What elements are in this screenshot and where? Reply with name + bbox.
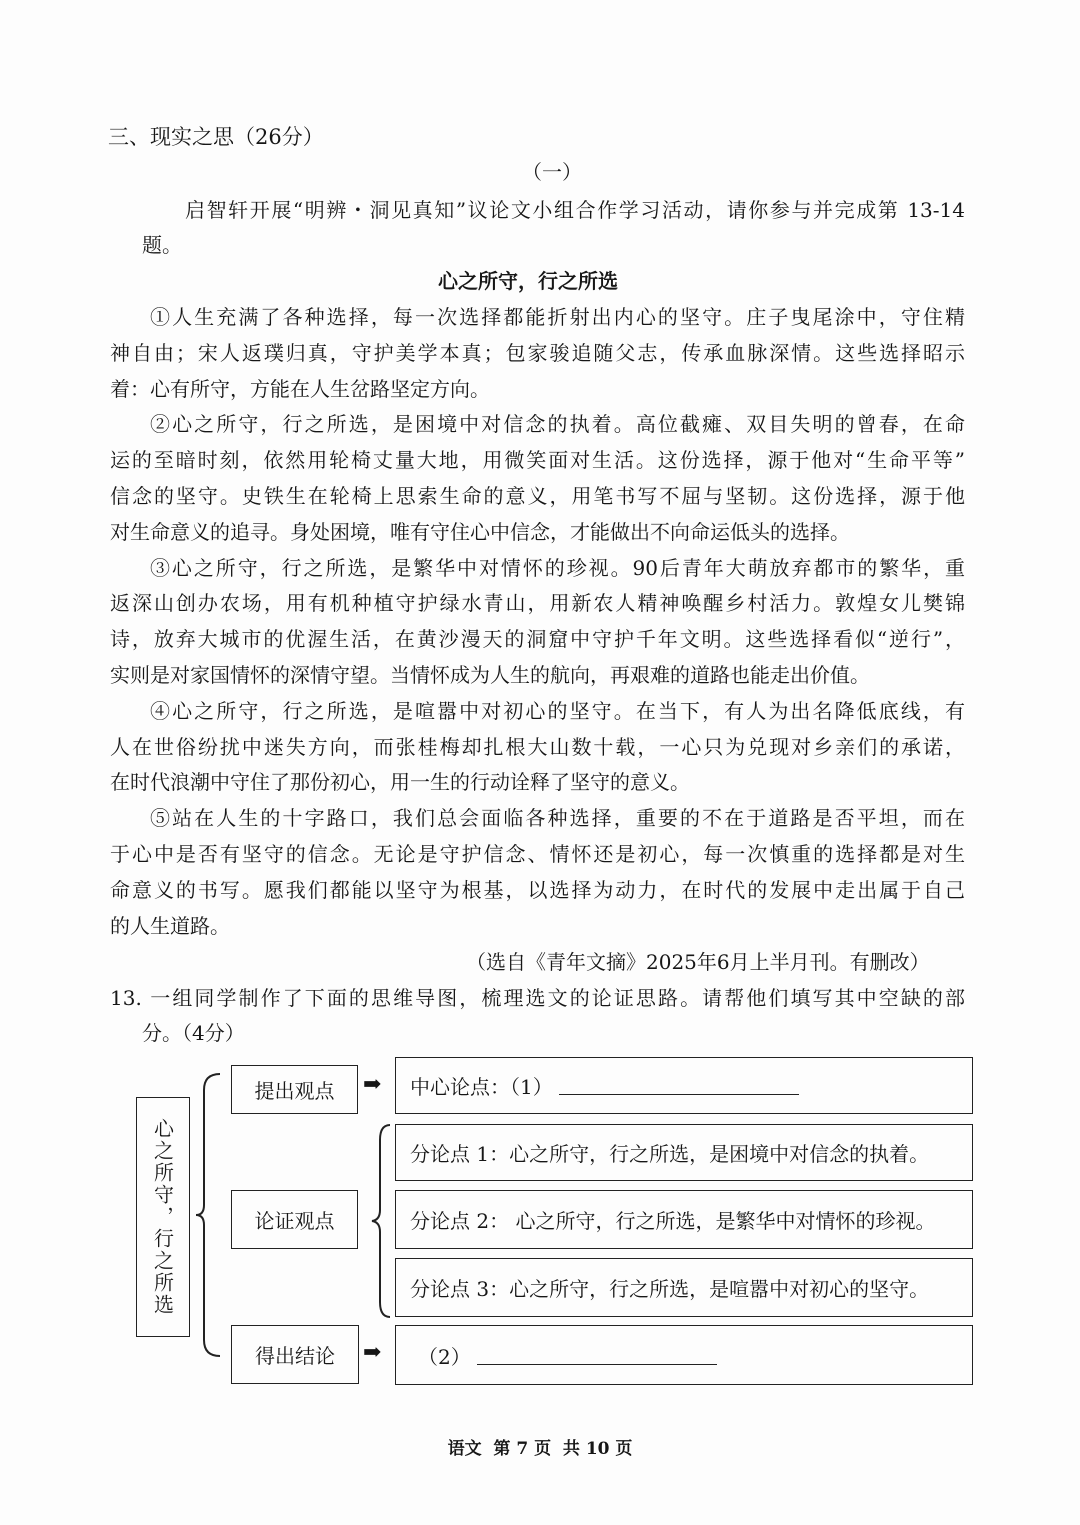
paragraph-line: ④心之所守，行之所选，是喧嚣中对初心的坚守。在当下，有人为出名降低底线，有 <box>150 698 965 723</box>
paragraph-line: 命意义的书写。愿我们都能以坚守为根基，以选择为动力，在时代的发展中走出属于自己 <box>110 877 965 902</box>
paragraph-line: ⑤站在人生的十字路口，我们总会面临各种选择，重要的不在于道路是否平坦，而在 <box>150 806 965 831</box>
inner-brace <box>368 1122 396 1320</box>
sub-point-3: 分论点 3：心之所守，行之所选，是喧嚣中对初心的坚守。 <box>395 1258 973 1317</box>
arrow-icon: ➡ <box>363 1071 382 1097</box>
paragraph-line: 人在世俗纷扰中迷失方向，而张桂梅却扎根大山数十载，一心只为兑现对乡亲们的承诺， <box>110 734 965 759</box>
paragraph-line: ①人生充满了各种选择，每一次选择都能折射出内心的坚守。庄子曳尾涂中，守住精 <box>150 305 965 329</box>
question-13-cont: 分。（4分） <box>142 1021 245 1045</box>
section-title: 三、现实之思（26分） <box>108 125 324 149</box>
conclusion-box <box>395 1325 973 1385</box>
sub-title: （一） <box>522 160 582 184</box>
center-thesis-label: 中心论点：（1） <box>410 1075 553 1099</box>
article-title: 心之所守，行之所选 <box>438 269 618 293</box>
paragraph-line: 于心中是否有坚守的信念。无论是守护信念、情怀还是初心，每一次慎重的选择都是对生 <box>110 842 965 866</box>
paragraph-line: 对生命意义的追寻。身处困境，唯有守住心中信念，才能做出不向命运低头的选择。 <box>110 519 850 544</box>
paragraph-line: 实则是对家国情怀的深情守望。当情怀成为人生的航向，再艰难的道路也能走出价值。 <box>110 663 870 687</box>
intro-line: 启智轩开展“明辨・洞见真知”议论文小组合作学习活动，请你参与并完成第 13-14 <box>185 198 965 222</box>
intro-line: 题。 <box>142 233 182 257</box>
conclusion-label: （2） <box>418 1344 471 1369</box>
paragraph-line: 信念的坚守。史铁生在轮椅上思索生命的意义，用笔书写不屈与坚韧。这份选择，源于他 <box>110 484 965 508</box>
stage-conclude: 得出结论 <box>231 1325 359 1384</box>
answer-blank-1[interactable] <box>559 1076 799 1095</box>
stage-argue: 论证观点 <box>231 1190 358 1249</box>
left-brace <box>192 1070 232 1360</box>
paragraph-line: 的人生道路。 <box>110 913 230 938</box>
paragraph-line: 返深山创办农场，用有机种植守护绿水青山，用新农人精神唤醒乡村活力。敦煌女儿樊锦 <box>110 591 965 616</box>
paragraph-line: ③心之所守，行之所选，是繁华中对情怀的珍视。90后青年大萌放弃都市的繁华，重 <box>150 555 965 580</box>
mindmap-root: 心之所守，行之所选 <box>136 1097 190 1337</box>
question-13: 13. 一组同学制作了下面的思维导图，梳理选文的论证思路。请帮他们填写其中空缺的部 <box>110 986 965 1010</box>
source-note: （选自《青年文摘》2025年6月上半月刊。有删改） <box>466 950 930 974</box>
paragraph-line: 神自由；宋人返璞归真，守护美学本真；包家骏追随父志，传承血脉深情。这些选择昭示 <box>110 340 965 365</box>
paragraph-line: ②心之所守，行之所选，是困境中对信念的执着。高位截瘫、双目失明的曾春，在命 <box>150 412 965 437</box>
page-footer: 语文 第 7 页 共 10 页 <box>447 1439 633 1459</box>
paragraph-line: 运的至暗时刻，依然用轮椅丈量大地，用微笑面对生活。这份选择，源于他对“生命平等” <box>110 448 965 473</box>
paragraph-line: 诗，放弃大城市的优渥生活，在黄沙漫天的洞窟中守护千年文明。这些选择看似“逆行”， <box>110 627 965 652</box>
arrow-icon: ➡ <box>363 1339 382 1365</box>
paragraph-line: 在时代浪潮中守住了那份初心，用一生的行动诠释了坚守的意义。 <box>110 770 690 795</box>
sub-point-1: 分论点 1：心之所守，行之所选，是困境中对信念的执着。 <box>395 1124 973 1181</box>
paragraph-line: 着：心有所守，方能在人生岔路坚定方向。 <box>110 376 490 401</box>
answer-blank-2[interactable] <box>477 1346 717 1365</box>
sub-point-2: 分论点 2： 心之所守，行之所选，是繁华中对情怀的珍视。 <box>395 1190 973 1249</box>
center-thesis-box <box>395 1057 973 1114</box>
stage-propose: 提出观点 <box>231 1065 358 1114</box>
